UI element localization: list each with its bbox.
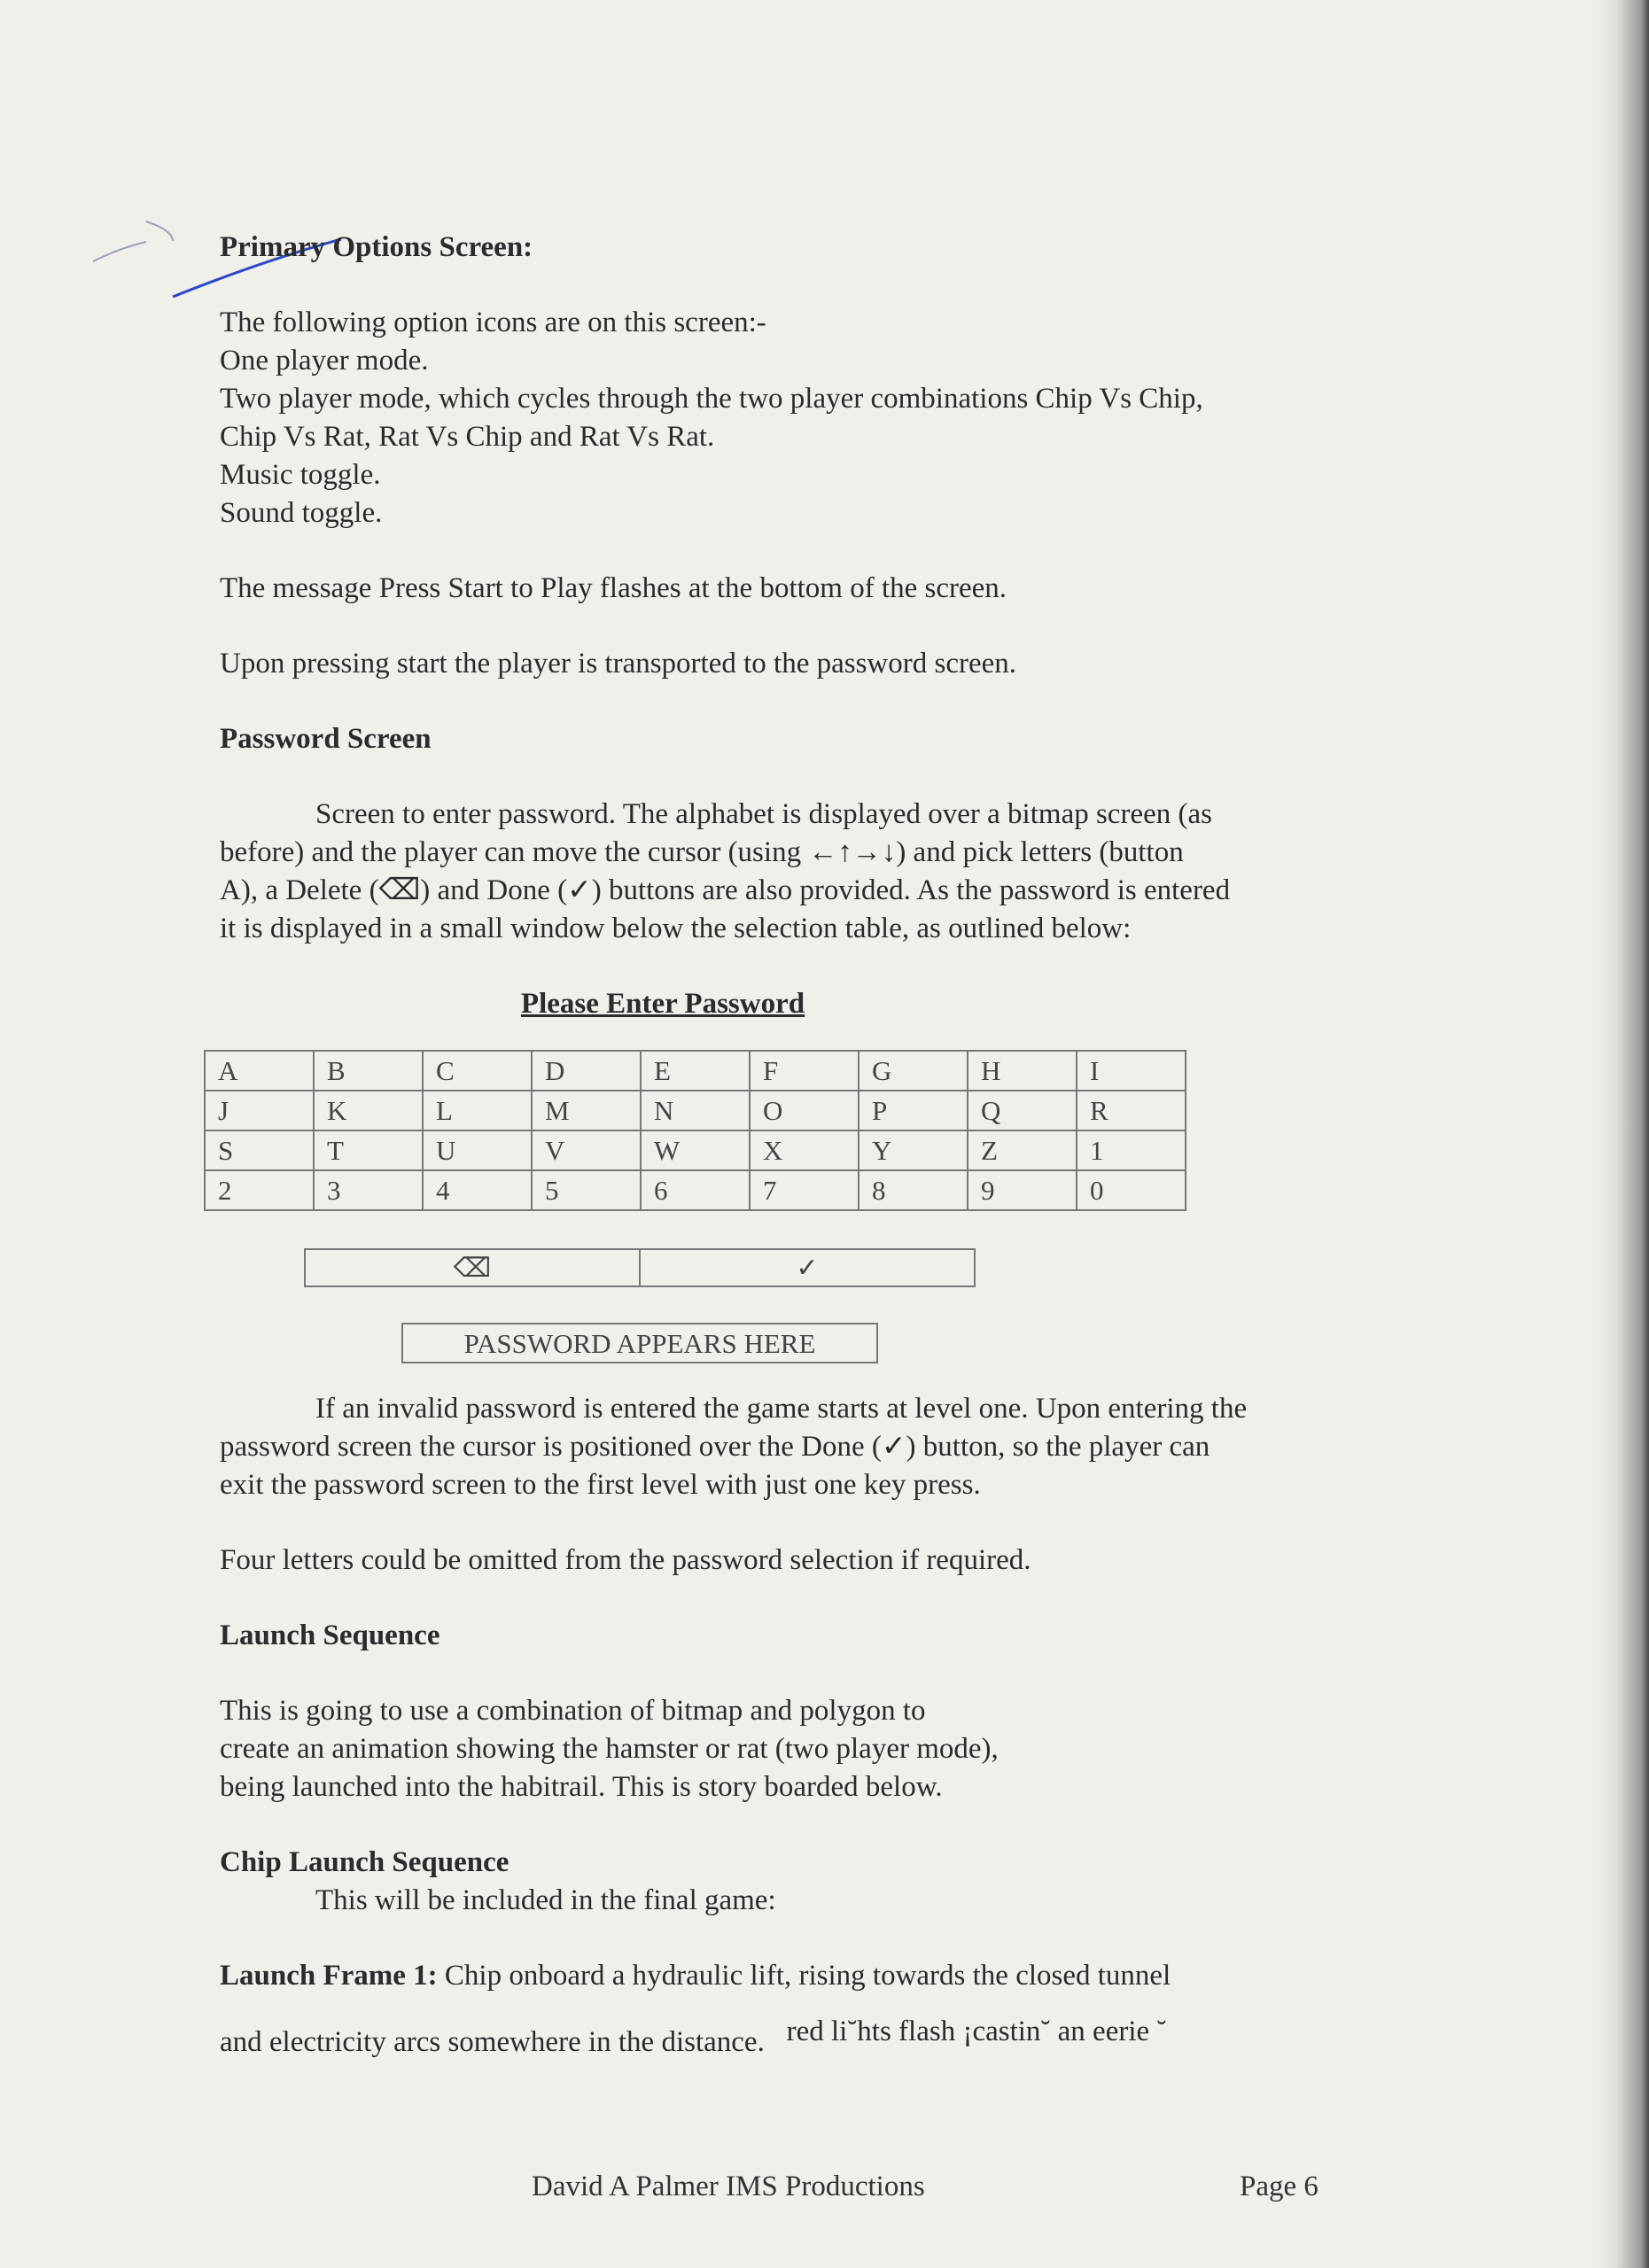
invalid-para-line2: password screen the cursor is positioned over the Done (✓) button, so the player can — [220, 1431, 1210, 1463]
alphabet-cell[interactable]: V — [532, 1130, 641, 1170]
frame1-line2a: and electricity arcs somewhere in the distance. — [220, 2026, 765, 2058]
delete-icon: ⌫ — [453, 1252, 492, 1284]
options-intro: The following option icons are on this screen:- — [220, 307, 766, 338]
upon-start-text: Upon pressing start the player is transported to the password screen. — [220, 648, 1017, 680]
alphabet-cell[interactable]: 3 — [314, 1170, 423, 1210]
heading-launch-sequence: Launch Sequence — [220, 1619, 440, 1651]
alphabet-cell[interactable]: S — [205, 1130, 314, 1170]
frame1-label: Launch Frame 1: — [220, 1960, 438, 1992]
alphabet-cell[interactable]: 1 — [1077, 1130, 1186, 1170]
heading-chip-launch: Chip Launch Sequence — [220, 1846, 509, 1878]
heading-password-screen: Password Screen — [220, 723, 432, 755]
alphabet-cell[interactable]: L — [423, 1091, 532, 1130]
alphabet-cell[interactable]: Y — [859, 1130, 968, 1170]
four-letters-text: Four letters could be omitted from the password selection if required. — [220, 1544, 1031, 1576]
alphabet-cell[interactable]: 8 — [859, 1170, 968, 1210]
alphabet-cell[interactable]: 2 — [205, 1170, 314, 1210]
footer-author: David A Palmer IMS Productions — [532, 2171, 925, 2202]
password-button-row — [304, 1248, 976, 1287]
option-music-toggle: Music toggle. — [220, 459, 381, 491]
password-para-line1: Screen to enter password. The alphabet is displayed over a bitmap screen (as — [315, 798, 1212, 830]
alphabet-cell[interactable]: W — [641, 1130, 750, 1170]
alphabet-cell[interactable]: 0 — [1077, 1170, 1186, 1210]
frame1-line2b: red li˘hts flash ¡castin˘ an eerie ˘ — [786, 2016, 1167, 2047]
alphabet-cell[interactable]: 4 — [423, 1170, 532, 1210]
chip-launch-line: This will be included in the final game: — [315, 1884, 776, 1916]
alphabet-cell[interactable]: F — [750, 1051, 859, 1091]
option-two-player-cont: Chip Vs Rat, Rat Vs Chip and Rat Vs Rat. — [220, 421, 715, 453]
alphabet-cell[interactable]: Q — [968, 1091, 1077, 1130]
alphabet-cell[interactable]: H — [968, 1051, 1077, 1091]
alphabet-cell[interactable]: B — [314, 1051, 423, 1091]
alphabet-cell[interactable]: E — [641, 1051, 750, 1091]
checkmark-icon: ✓ — [796, 1252, 819, 1284]
invalid-para-line1: If an invalid password is entered the game starts at level one. Upon entering the — [315, 1393, 1248, 1425]
alphabet-cell[interactable]: 6 — [641, 1170, 750, 1210]
alphabet-cell[interactable]: 5 — [532, 1170, 641, 1210]
alphabet-cell[interactable]: G — [859, 1051, 968, 1091]
alphabet-table — [204, 1050, 1186, 1211]
alphabet-row — [205, 1051, 1186, 1091]
alphabet-cell[interactable]: X — [750, 1130, 859, 1170]
document-page — [220, 229, 1363, 2062]
launch-para-line2: create an animation showing the hamster or rat (two player mode), — [220, 1733, 999, 1765]
page-edge-shadow — [1596, 0, 1649, 2268]
alphabet-cell[interactable]: J — [205, 1091, 314, 1130]
page-number: Page 6 — [1240, 2171, 1318, 2202]
launch-para-line1: This is going to use a combination of bitmap and polygon to — [220, 1695, 926, 1727]
alphabet-cell[interactable]: A — [205, 1051, 314, 1091]
alphabet-row — [205, 1170, 1186, 1210]
alphabet-row — [205, 1130, 1186, 1170]
password-display-box: PASSWORD APPEARS HERE — [401, 1323, 878, 1363]
alphabet-cell[interactable]: 9 — [968, 1170, 1077, 1210]
enter-password-title: Please Enter Password — [520, 988, 805, 1020]
frame1-text: Chip onboard a hydraulic lift, rising towards the closed tunnel — [444, 1960, 1171, 1992]
frame1-line2 — [220, 2016, 1363, 2062]
alphabet-cell[interactable]: P — [859, 1091, 968, 1130]
alphabet-cell[interactable]: N — [641, 1091, 750, 1130]
alphabet-cell[interactable]: C — [423, 1051, 532, 1091]
press-start-text: The message Press Start to Play flashes at the bottom of the screen. — [220, 572, 1007, 604]
alphabet-cell[interactable]: R — [1077, 1091, 1186, 1130]
alphabet-cell[interactable]: I — [1077, 1051, 1186, 1091]
launch-para-line3: being launched into the habitrail. This is story boarded below. — [220, 1771, 943, 1803]
alphabet-cell[interactable]: 7 — [750, 1170, 859, 1210]
password-para-line3: A), a Delete (⌫) and Done (✓) buttons are also provided. As the password is entered — [220, 874, 1231, 906]
heading-primary-options: Primary Options Screen: — [220, 231, 533, 263]
alphabet-cell[interactable]: D — [532, 1051, 641, 1091]
password-para-line2: before) and the player can move the cursor (using ←↑→↓) and pick letters (button — [220, 836, 1184, 868]
option-two-player: Two player mode, which cycles through the two player combinations Chip Vs Chip, — [220, 383, 1203, 415]
done-button[interactable] — [641, 1250, 974, 1285]
alphabet-row — [205, 1091, 1186, 1130]
alphabet-cell[interactable]: T — [314, 1130, 423, 1170]
option-sound-toggle: Sound toggle. — [220, 497, 383, 529]
alphabet-cell[interactable]: M — [532, 1091, 641, 1130]
option-one-player: One player mode. — [220, 345, 429, 377]
password-para-line4: it is displayed in a small window below the selection table, as outlined below: — [220, 913, 1132, 944]
delete-button[interactable] — [306, 1250, 641, 1285]
launch-frame-1 — [220, 1957, 1363, 1995]
invalid-para-line3: exit the password screen to the first level with just one key press. — [220, 1469, 981, 1501]
alphabet-cell[interactable]: K — [314, 1091, 423, 1130]
alphabet-cell[interactable]: U — [423, 1130, 532, 1170]
alphabet-cell[interactable]: Z — [968, 1130, 1077, 1170]
alphabet-cell[interactable]: O — [750, 1091, 859, 1130]
